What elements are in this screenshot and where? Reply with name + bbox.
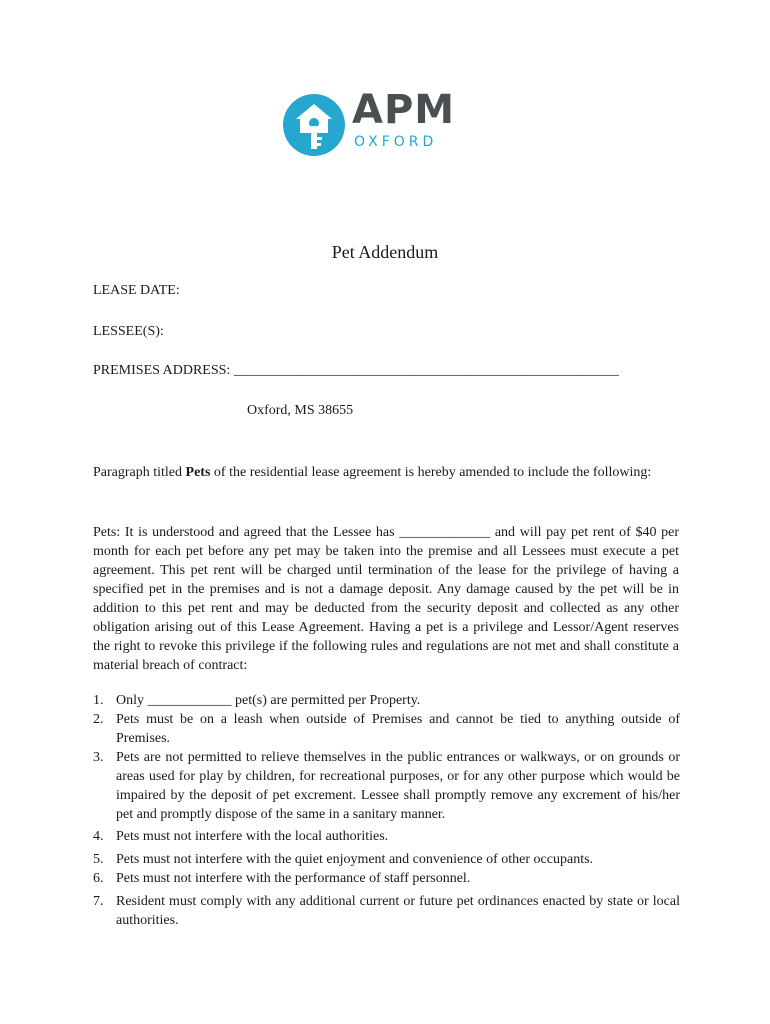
company-logo	[282, 87, 456, 159]
list-item	[93, 869, 680, 888]
lessees-field: LESSEE(S):	[93, 324, 164, 339]
list-item-text: Resident must comply with any additional current or future pet ordinances enacted by state or local authorities.	[116, 894, 680, 928]
house-key-logo-icon	[282, 93, 346, 157]
list-item-text: Only ____________ pet(s) are permitted per Property.	[116, 693, 421, 708]
list-item-number: 5.	[93, 852, 104, 867]
logo-city: OXFORD	[354, 134, 438, 150]
intro-text-start: Paragraph titled	[93, 465, 186, 480]
list-item	[93, 850, 680, 869]
list-item-number: 2.	[93, 712, 104, 727]
list-item-text: Pets are not permitted to relieve themselves in the public entrances or walkways, or on grounds or areas used for play by children, for recreational purposes, or for any other purpose which would be impaired by the deposit of pet excrement. Lessee shall promptly remove any excrement of his/her pet and promptly dispose of the same in a sanitary manner.	[116, 750, 680, 822]
intro-paragraph	[93, 463, 679, 482]
document-title: Pet Addendum	[331, 242, 439, 262]
list-item	[93, 748, 680, 824]
premises-address-field: PREMISES ADDRESS: _______________________________________________________	[93, 363, 619, 378]
intro-bold-term: Pets	[185, 465, 211, 480]
list-item-text: Pets must not interfere with the local authorities.	[116, 829, 389, 844]
pets-paragraph: Pets: It is understood and agreed that the Lessee has _____________ and will pay pet rent of $40 per month for each pet before any pet may be taken into the premise and all Lessees must execute a pet agreement. This pet rent will be charged until termination of the lease for the privilege of having a specified pet in the premises and is not a damage deposit. Any damage caused by the pet will be in addition to this pet rent and may be deducted from the security deposit and collected as any other obligation arising out of this Lease Agreement. Having a pet is a privilege and Lessor/Agent reserves the right to revoke this privilege if the following rules and regulations are not met and shall constitute a material breach of contract:	[93, 525, 679, 673]
list-item-number: 7.	[93, 894, 104, 909]
list-item-text: Pets must not interfere with the performance of staff personnel.	[116, 871, 471, 886]
list-item-number: 3.	[93, 750, 104, 765]
list-item-text: Pets must not interfere with the quiet enjoyment and convenience of other occupants.	[116, 852, 594, 867]
logo-wordmark: APM	[352, 87, 456, 133]
list-item-text: Pets must be on a leash when outside of Premises and cannot be tied to anything outside of Premises.	[116, 712, 680, 746]
list-item	[93, 691, 680, 710]
city-state-zip: Oxford, MS 38655	[247, 403, 354, 418]
list-item-number: 6.	[93, 871, 104, 886]
list-item	[93, 710, 680, 748]
rules-list	[93, 691, 680, 930]
intro-text-end: of the residential lease agreement is hereby amended to include the following:	[210, 465, 652, 480]
list-item	[93, 827, 680, 846]
list-item-number: 4.	[93, 829, 104, 844]
list-item	[93, 892, 680, 930]
lease-date-field: LEASE DATE:	[93, 283, 180, 298]
list-item-number: 1.	[93, 693, 104, 708]
